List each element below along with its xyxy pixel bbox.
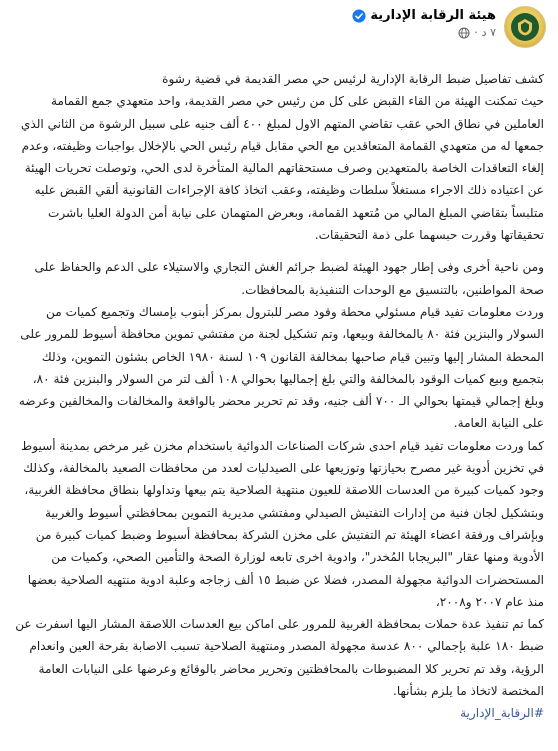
post-paragraph: حيث تمكنت الهيئة من القاء القبض على كل من رئيس حي مصر القديمة، واحد متعهدي جمع القمامة العاملين في نطاق الحي عقب تقاضي المتهم الاول لمبلغ ٤٠٠ ألف جنيه على سبيل الرشوة من الثاني الذي جمعها له من متعهدي القمامة المتعاقدين مع الحي مقابل قيام رئيس الحي بالإخلال بواجبات وظيفته، وعدم إلغاء التعاقدات الخاصة بالمتعهدين وصرف مستحقاتهم المالية المتأخرة لدى الحي، وتوصلت تحريات الهيئة عن اعتياده ذلك الاجراء مستغلاً سلطات وظيفته، وعقب اتخاذ كافة الإجراءات القانونية ألقي القبض عليه متلبساً بتقاضي المبلغ المالي من مُتعهد القمامة، وبعرض المتهمان على نيابة أمن الدولة العليا باشرت تحقيقاتها وقررت حبسهما على ذمة التحقيقات. [20,94,544,243]
post-paragraph: ومن ناحية أخرى وفى إطار جهود الهيئة لضبط جرائم الغش التجاري والاستيلاء على الدعم والحفاظ على صحة المواطنين، بالتنسيق مع الوحدات التنفيذية بالمحافظات. [34,260,544,297]
post-paragraph: كما تم تنفيذ عدة حملات بمحافظة الغربية للمرور على اماكن بيع العدسات اللاصقة المشار اليها اسفرت عن ضبط ١٨٠ علبة بإجمالي ٨٠٠ عدسة مجهولة المصدر ومنتهية الصلاحية تسبب الاصابة بقرحة العين وانعدام الرؤية، وقد تم تحرير كلا المضبوطات بالمحافظتين وتحرير محاضر بالوقائع وعرضها على النيابات العامة المختصة لاتخاذ ما يلزم بشأنها. [15,617,544,699]
post-paragraph: كما وردت معلومات تفيد قيام احدى شركات الصناعات الدوائية باستخدام مخزن غير مرخص بمدينة أسيوط في تخزين أدوية غير مصرح بحيازتها وتوزيعها على الصيدليات لعدد من محافظات الصعيد بالمخالفة، وكذلك وجود كميات كبيرة من العدسات اللاصقة للعيون منتهية الصلاحية يتم بيعها وتداولها بنطاق محافظة الغربية، وبتشكيل لجان فنية من إدارات التفتيش الصيدلي ومفتشي مديرية التموين بمحافظتي أسيوط والغربية وبإشراف ورفقة اعضاء الهيئة تم التفتيش على مخزن الشركة بمحافظة أسيوط وضبط كميات كبيرة من الأدوية ومنها عقار "البريجابا المُخدر"، وادوية اخرى تابعه لوزارة الصحة والتأمين الصحي، وكميات من المستحضرات الدوائية مجهولة المصدر، فضلا عن ضبط ١٥ ألف زجاجه وعلبة ادوية منتهيه الصلاحية بعضها منذ عام ٢٠٠٧ و٢٠٠٨، [21,438,544,609]
hashtag-link[interactable]: #الرقابة_الإدارية [460,706,544,721]
post-meta [352,6,496,39]
page-avatar[interactable] [504,6,546,48]
globe-icon[interactable] [458,27,470,39]
page-name-link[interactable]: هيئة الرقابة الإدارية [370,8,496,23]
agency-logo-icon [511,13,539,41]
separator-dot: · [474,26,478,39]
post-header [12,6,546,58]
post-timestamp[interactable]: ٧ د [481,26,496,39]
verified-badge-icon [352,9,366,23]
post-headline: كشف تفاصيل ضبط الرقابة الإدارية لرئيس حي مصر القديمة في قضية رشوة [162,72,544,86]
post-paragraph: وردت معلومات تفيد قيام مسئولي محطة وقود مصر للبترول بمركز أبنوب بإمساك وتجميع كميات من السولار والبنزين فئة ٨٠ بالمخالفة وبيعها، وتم تشكيل لجنة من مفتشي تموين محافظة أسيوط للمرور على المحطة المشار إليها وتبين قيام صاحبها بمخالفة القانون ١٠٩ لسنة ١٩٨٠ الخاص بشئون التموين، وذلك بتجميع وبيع كميات الوقود بالمخالفة والتي بلغ إجماليها بحوالي ١٠٨ ألف لتر من السولار والبنزين فئة ٨٠، وبلغ إجمالي قيمتها بحوالي الـ ٧٠٠ ألف جنيه، وقد تم تحرير محضر بالواقعة والمخالفات والمخالفين وعرضه على النيابة العامة. [18,304,544,431]
paragraph-spacer [14,246,544,256]
post-body [12,68,546,725]
name-row [352,8,496,23]
post-subtitle [352,26,496,39]
